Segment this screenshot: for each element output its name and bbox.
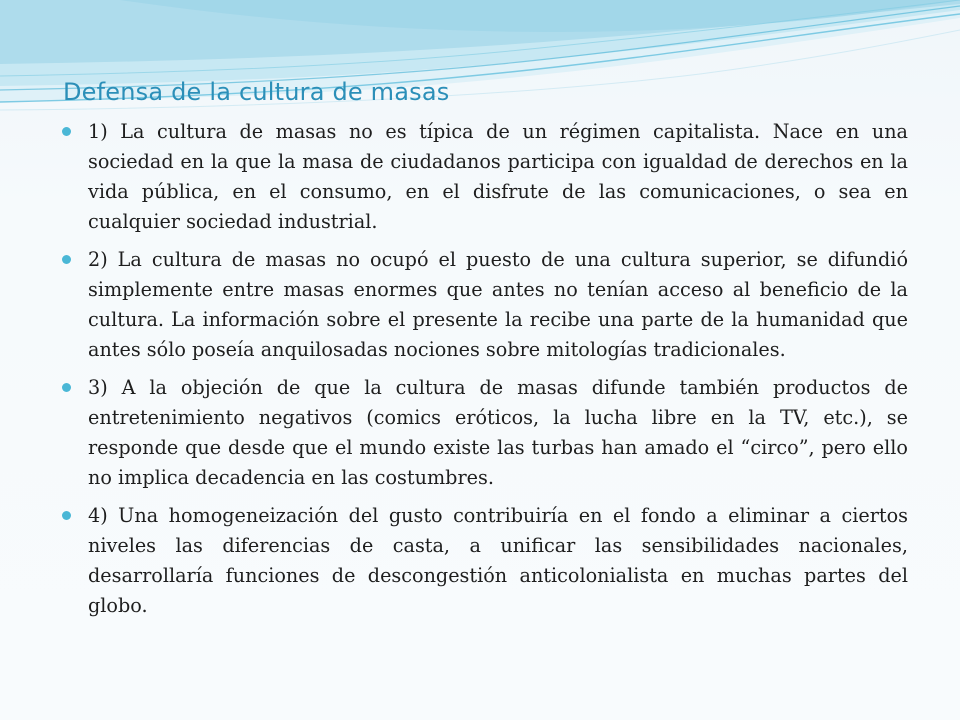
list-item: [58, 373, 908, 493]
bullet-icon: [62, 255, 71, 264]
bullet-icon: [62, 383, 71, 392]
bullet-icon: [62, 127, 71, 136]
bullet-text: 4) Una homogeneización del gusto contribuiría en el fondo a eliminar a ciertos niveles las diferencias de casta, a unificar las sensibilidades nacionales, desarrollaría funciones de descongestión anticolonialista en muchas partes del globo.: [88, 504, 908, 617]
bullet-text: 1) La cultura de masas no es típica de un régimen capitalista. Nace en una sociedad en la que la masa de ciudadanos participa con igualdad de derechos en la vida pública, en el consumo, en el disfrute de las comunicaciones, o sea en cualquier sociedad industrial.: [88, 120, 908, 233]
bullet-list: [58, 117, 908, 629]
list-item: [58, 117, 908, 237]
list-item: [58, 245, 908, 365]
bullet-text: 2) La cultura de masas no ocupó el puesto de una cultura superior, se difundió simplemente entre masas enormes que antes no tenían acceso al beneficio de la cultura. La información sobre el presente la recibe una parte de la humanidad que antes sólo poseía anquilosadas nociones sobre mitologías tradicionales.: [88, 248, 908, 361]
slide-title: Defensa de la cultura de masas: [63, 78, 450, 106]
list-item: [58, 501, 908, 621]
bullet-icon: [62, 511, 71, 520]
bullet-text: 3) A la objeción de que la cultura de masas difunde también productos de entretenimiento negativos (comics eróticos, la lucha libre en la TV, etc.), se responde que desde que el mundo existe las turbas han amado el “circo”, pero ello no implica decadencia en las costumbres.: [88, 376, 908, 489]
